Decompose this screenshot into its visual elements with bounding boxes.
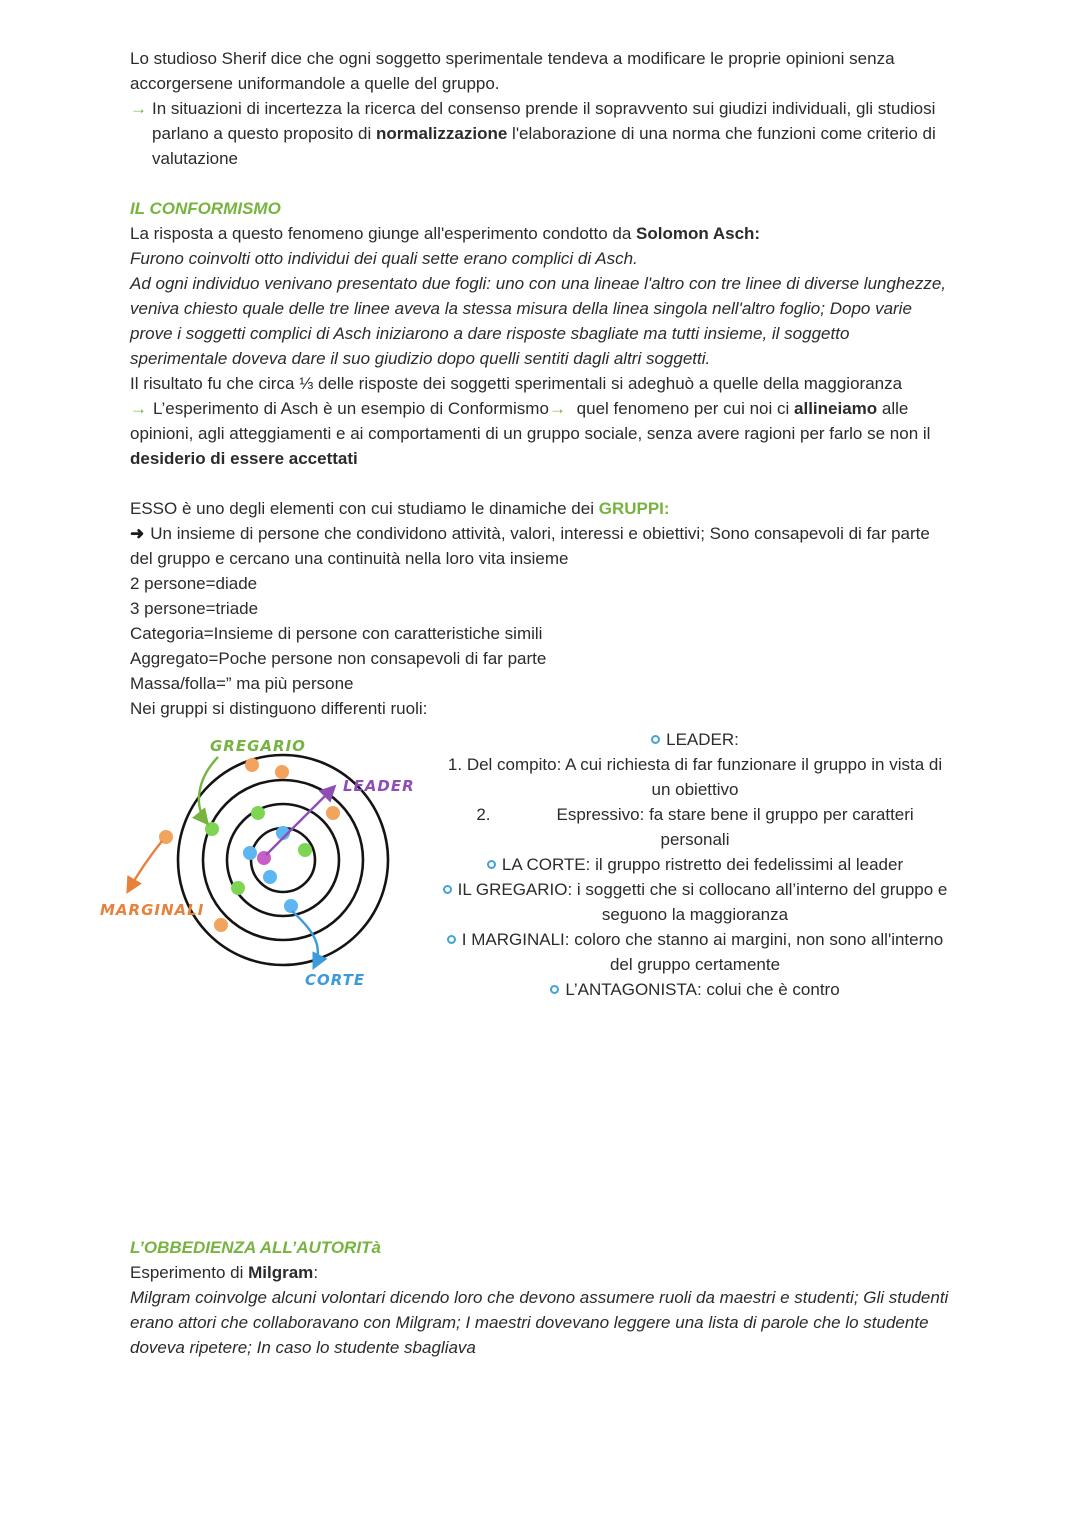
role-gregario-text: IL GREGARIO: i soggetti che si collocano all’interno del gruppo e seguono la maggioranza (457, 880, 948, 924)
bullet-gruppi-definition (130, 521, 950, 571)
sub1-number: 1. (447, 755, 463, 774)
role-leader-sub1 (440, 752, 950, 802)
circle-bullet-icon (651, 735, 660, 744)
esso-gruppi: GRUPPI: (598, 499, 670, 518)
asch-intro-bold: Solomon Asch: (636, 224, 761, 243)
role-gregario (440, 877, 950, 927)
concl-pre: L’esperimento di Asch è un esempio di Conformismo (153, 399, 549, 418)
definition-triade: 3 persone=triade (130, 599, 259, 618)
blank-line (130, 171, 950, 196)
concl-mid2: alle opinioni, agli atteggiamenti e ai comportamenti di un gruppo sociale, senza avere ragioni per farlo se non il (130, 399, 931, 443)
label-corte: CORTE (305, 971, 366, 989)
concl-mid: quel fenomeno per cui noi ci (571, 399, 795, 418)
bullet-normalizzazione (130, 96, 950, 171)
ruoli-intro-line: Nei gruppi si distinguono differenti ruoli: (130, 699, 428, 718)
role-leader-label: LEADER: (666, 730, 739, 749)
paragraph-asch-intro (130, 221, 950, 246)
roles-list (440, 725, 950, 1027)
sub2-text: Espressivo: fa stare bene il gruppo per caratteri personali (556, 805, 914, 849)
esperimento-post: : (313, 1263, 319, 1282)
label-gregario: GREGARIO (210, 737, 306, 755)
bullet-conformismo-conclusion (130, 396, 950, 471)
sub1-text: Del compito: A cui richiesta di far funzionare il gruppo in vista di un obiettivo (466, 755, 943, 799)
circle-bullet-icon (447, 935, 456, 944)
circle-bullet-icon (487, 860, 496, 869)
bullet-normalizzazione-text (152, 96, 950, 171)
sub2-number: 2. (476, 805, 491, 824)
arrow-icon: → (548, 399, 566, 418)
esperimento-pre: Esperimento di (130, 1263, 249, 1282)
definition-diade: 2 persone=diade (130, 574, 258, 593)
groups-roles-section (100, 725, 950, 1027)
group-structure-diagram (100, 725, 440, 1027)
blank-line (130, 471, 950, 496)
paragraph-sherif (130, 46, 950, 96)
paragraph-asch-italic1: Furono coinvolti otto individui dei quali sette erano complici di Asch. (130, 249, 638, 268)
role-leader (440, 727, 950, 752)
role-marginali-text: I MARGINALI: coloro che stanno ai margini, non sono all'interno del gruppo certamente (461, 930, 944, 974)
heading-obbedienza: L’OBBEDIENZA ALL’AUTORITà (130, 1238, 381, 1257)
arrow-icon: ➜ (130, 524, 145, 543)
norm-post: l'elaborazione di una norma che funzioni come criterio di valutazione (152, 124, 936, 168)
esso-pre: ESSO è uno degli elementi con cui studiamo le dinamiche dei (130, 499, 599, 518)
definition-massa: Massa/folla=” ma più persone (130, 674, 354, 693)
definition-aggregato: Aggregato=Poche persone non consapevoli di far parte (130, 649, 547, 668)
concentric-group-sketch (100, 725, 440, 1020)
role-antagonista-text: L’ANTAGONISTA: colui che è contro (565, 980, 840, 999)
marginali-arrow (128, 841, 162, 891)
label-marginali: MARGINALI (100, 901, 205, 919)
norm-pre: In situazioni di incertezza la ricerca del consenso prende il sopravvento sui giudizi individuali, gli studiosi parlano a questo proposito di (152, 99, 936, 143)
definition-categoria: Categoria=Insieme di persone con caratteristiche simili (130, 624, 543, 643)
role-leader-sub2 (440, 802, 950, 852)
concl-bold-allineiamo: allineiamo (794, 399, 878, 418)
obbedienza-section (130, 1235, 950, 1360)
role-marginali (440, 927, 950, 977)
arrow-icon: → (130, 99, 147, 118)
role-corte (440, 852, 950, 877)
concl-bold-desiderio: desiderio di essere accettati (130, 449, 358, 468)
paragraph-esso (130, 496, 950, 521)
paragraph-asch-italic2: Ad ogni individuo venivano presentato due fogli: uno con una lineae l'altro con tre linee di diverse lunghezze, veniva chiesto quale delle tre linee aveva la stessa misura della linea singola nell'altro foglio; Dopo varie prove i soggetti complici di Asch iniziarono a dare risposte sbagliate ma tutti insieme, il soggetto sperimentale doveva dare il suo giudizio dopo quelli sentiti dagli altri soggetti. (130, 274, 947, 368)
arrow-icon: → (130, 399, 147, 418)
norm-bold: normalizzazione (376, 124, 508, 143)
gregario-arrow (199, 757, 218, 823)
role-antagonista (440, 977, 950, 1002)
paragraph-asch-result: Il risultato fu che circa ⅓ delle risposte dei soggetti sperimentali si adeghuò a quelle della maggioranza (130, 374, 903, 393)
gruppi-definition-text: Un insieme di persone che condividono attività, valori, interessi e obiettivi; Sono consapevoli di far parte del gruppo e cercano una continuità nella loro vita insieme (130, 524, 930, 568)
paragraph-sherif-text: Lo studioso Sherif dice che ogni soggetto sperimentale tendeva a modificare le proprie opinioni senza accorgersene uniformandole a quelle del gruppo. (130, 49, 895, 93)
role-corte-text: LA CORTE: il gruppo ristretto dei fedelissimi al leader (501, 855, 904, 874)
heading-conformismo: IL CONFORMISMO (130, 199, 281, 218)
esperimento-bold: Milgram (248, 1263, 314, 1282)
circle-bullet-icon (443, 885, 452, 894)
paragraph-esperimento (130, 1260, 950, 1285)
paragraph-milgram-body: Milgram coinvolge alcuni volontari dicendo loro che devono assumere ruoli da maestri e studenti; Gli studenti erano attori che collaboravano con Milgram; I maestri dovevano leggere una lista di parole che lo studente doveva ripetere; In caso lo studente sbagliava (130, 1288, 949, 1357)
asch-intro-pre: La risposta a questo fenomeno giunge all'esperimento condotto da (130, 224, 637, 243)
label-leader: LEADER (343, 777, 415, 795)
circle-bullet-icon (550, 985, 559, 994)
